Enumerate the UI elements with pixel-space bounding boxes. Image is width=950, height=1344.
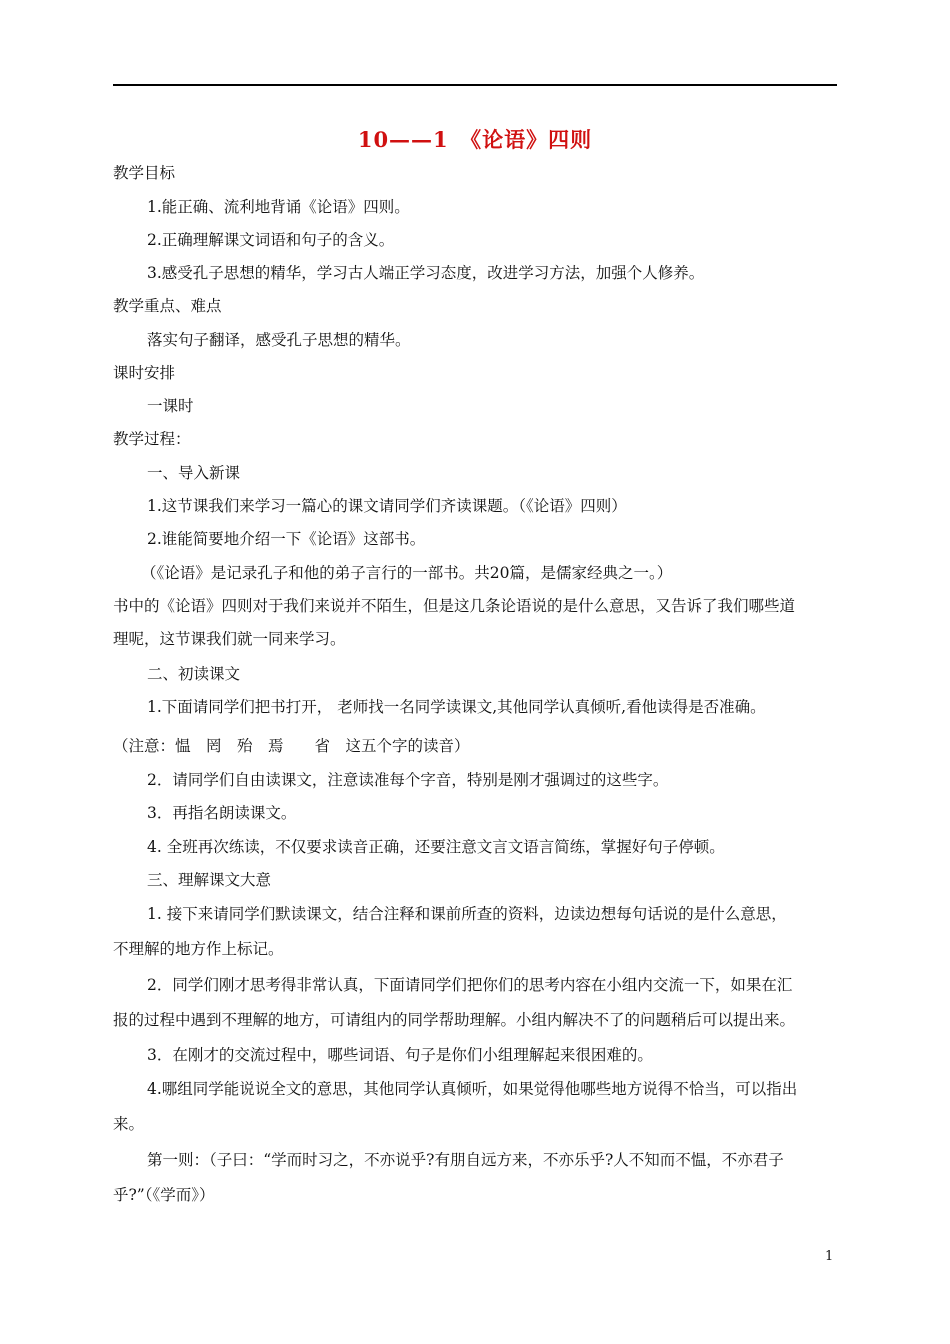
- body-paragraph: 1.下面请同学们把书打开， 老师找一名同学读课文,其他同学认真倾听,看他读得是否准确。: [147, 698, 766, 716]
- body-paragraph: 来。: [113, 1115, 145, 1133]
- body-paragraph: 3．在刚才的交流过程中，哪些词语、句子是你们小组理解起来很困难的。: [147, 1046, 653, 1064]
- subsection-heading: 三、理解课文大意: [147, 871, 272, 889]
- objective-item: 3.感受孔子思想的精华，学习古人端正学习态度，改进学习方法，加强个人修养。: [147, 264, 705, 282]
- section-heading: 教学重点、难点: [113, 297, 222, 315]
- page-number: 1: [825, 1249, 834, 1264]
- objective-item: 1.能正确、流利地背诵《论语》四则。: [147, 198, 410, 216]
- body-paragraph: （注意：愠 罔 殆 焉 省 这五个字的读音）: [113, 737, 470, 755]
- body-paragraph: 理呢，这节课我们就一同来学习。: [113, 630, 346, 648]
- body-paragraph: 落实句子翻译，感受孔子思想的精华。: [147, 331, 411, 349]
- section-heading: 教学过程：: [113, 430, 191, 448]
- body-paragraph: 不理解的地方作上标记。: [113, 940, 284, 958]
- body-paragraph: 2．请同学们自由读课文，注意读准每个字音，特别是刚才强调过的这些字。: [147, 771, 669, 789]
- body-paragraph: 报的过程中遇到不理解的地方，可请组内的同学帮助理解。小组内解决不了的问题稍后可以提出来。: [113, 1011, 796, 1029]
- header-rule: [113, 84, 837, 86]
- subsection-heading: 二、初读课文: [147, 665, 241, 683]
- body-paragraph: 一课时: [147, 397, 194, 415]
- body-paragraph: 1. 接下来请同学们默读课文，结合注释和课前所查的资料，边读边想每句话说的是什么意思，: [147, 905, 787, 923]
- page-title: 10——1 《论语》四则: [357, 127, 593, 152]
- body-paragraph: 第一则：（子曰：“学而时习之，不亦说乎?有朋自远方来，不亦乐乎?人不知而不愠，不亦君子: [147, 1151, 784, 1169]
- section-heading: 教学目标: [113, 164, 176, 182]
- body-paragraph: 2．同学们刚才思考得非常认真，下面请同学们把你们的思考内容在小组内交流一下，如果在汇: [147, 976, 793, 994]
- body-paragraph: 2.谁能简要地介绍一下《论语》这部书。: [147, 530, 426, 548]
- subsection-heading: 一、导入新课: [147, 464, 241, 482]
- body-paragraph: 4.哪组同学能说说全文的意思，其他同学认真倾听，如果觉得他哪些地方说得不恰当，可以指出: [147, 1080, 798, 1098]
- body-paragraph: 4. 全班再次练读，不仅要求读音正确，还要注意文言文语言简练，掌握好句子停顿。: [147, 838, 725, 856]
- body-paragraph: 书中的《论语》四则对于我们来说并不陌生，但是这几条论语说的是什么意思，又告诉了我们哪些道: [113, 597, 796, 615]
- body-paragraph: （《论语》是记录孔子和他的弟子言行的一部书。共20篇，是儒家经典之一。）: [141, 564, 673, 582]
- objective-item: 2.正确理解课文词语和句子的含义。: [147, 231, 395, 249]
- body-paragraph: 3．再指名朗读课文。: [147, 804, 297, 822]
- body-paragraph: 乎?”（《学而》）: [113, 1186, 215, 1204]
- section-heading: 课时安排: [113, 364, 176, 382]
- body-paragraph: 1.这节课我们来学习一篇心的课文请同学们齐读课题。（《论语》四则）: [147, 497, 627, 515]
